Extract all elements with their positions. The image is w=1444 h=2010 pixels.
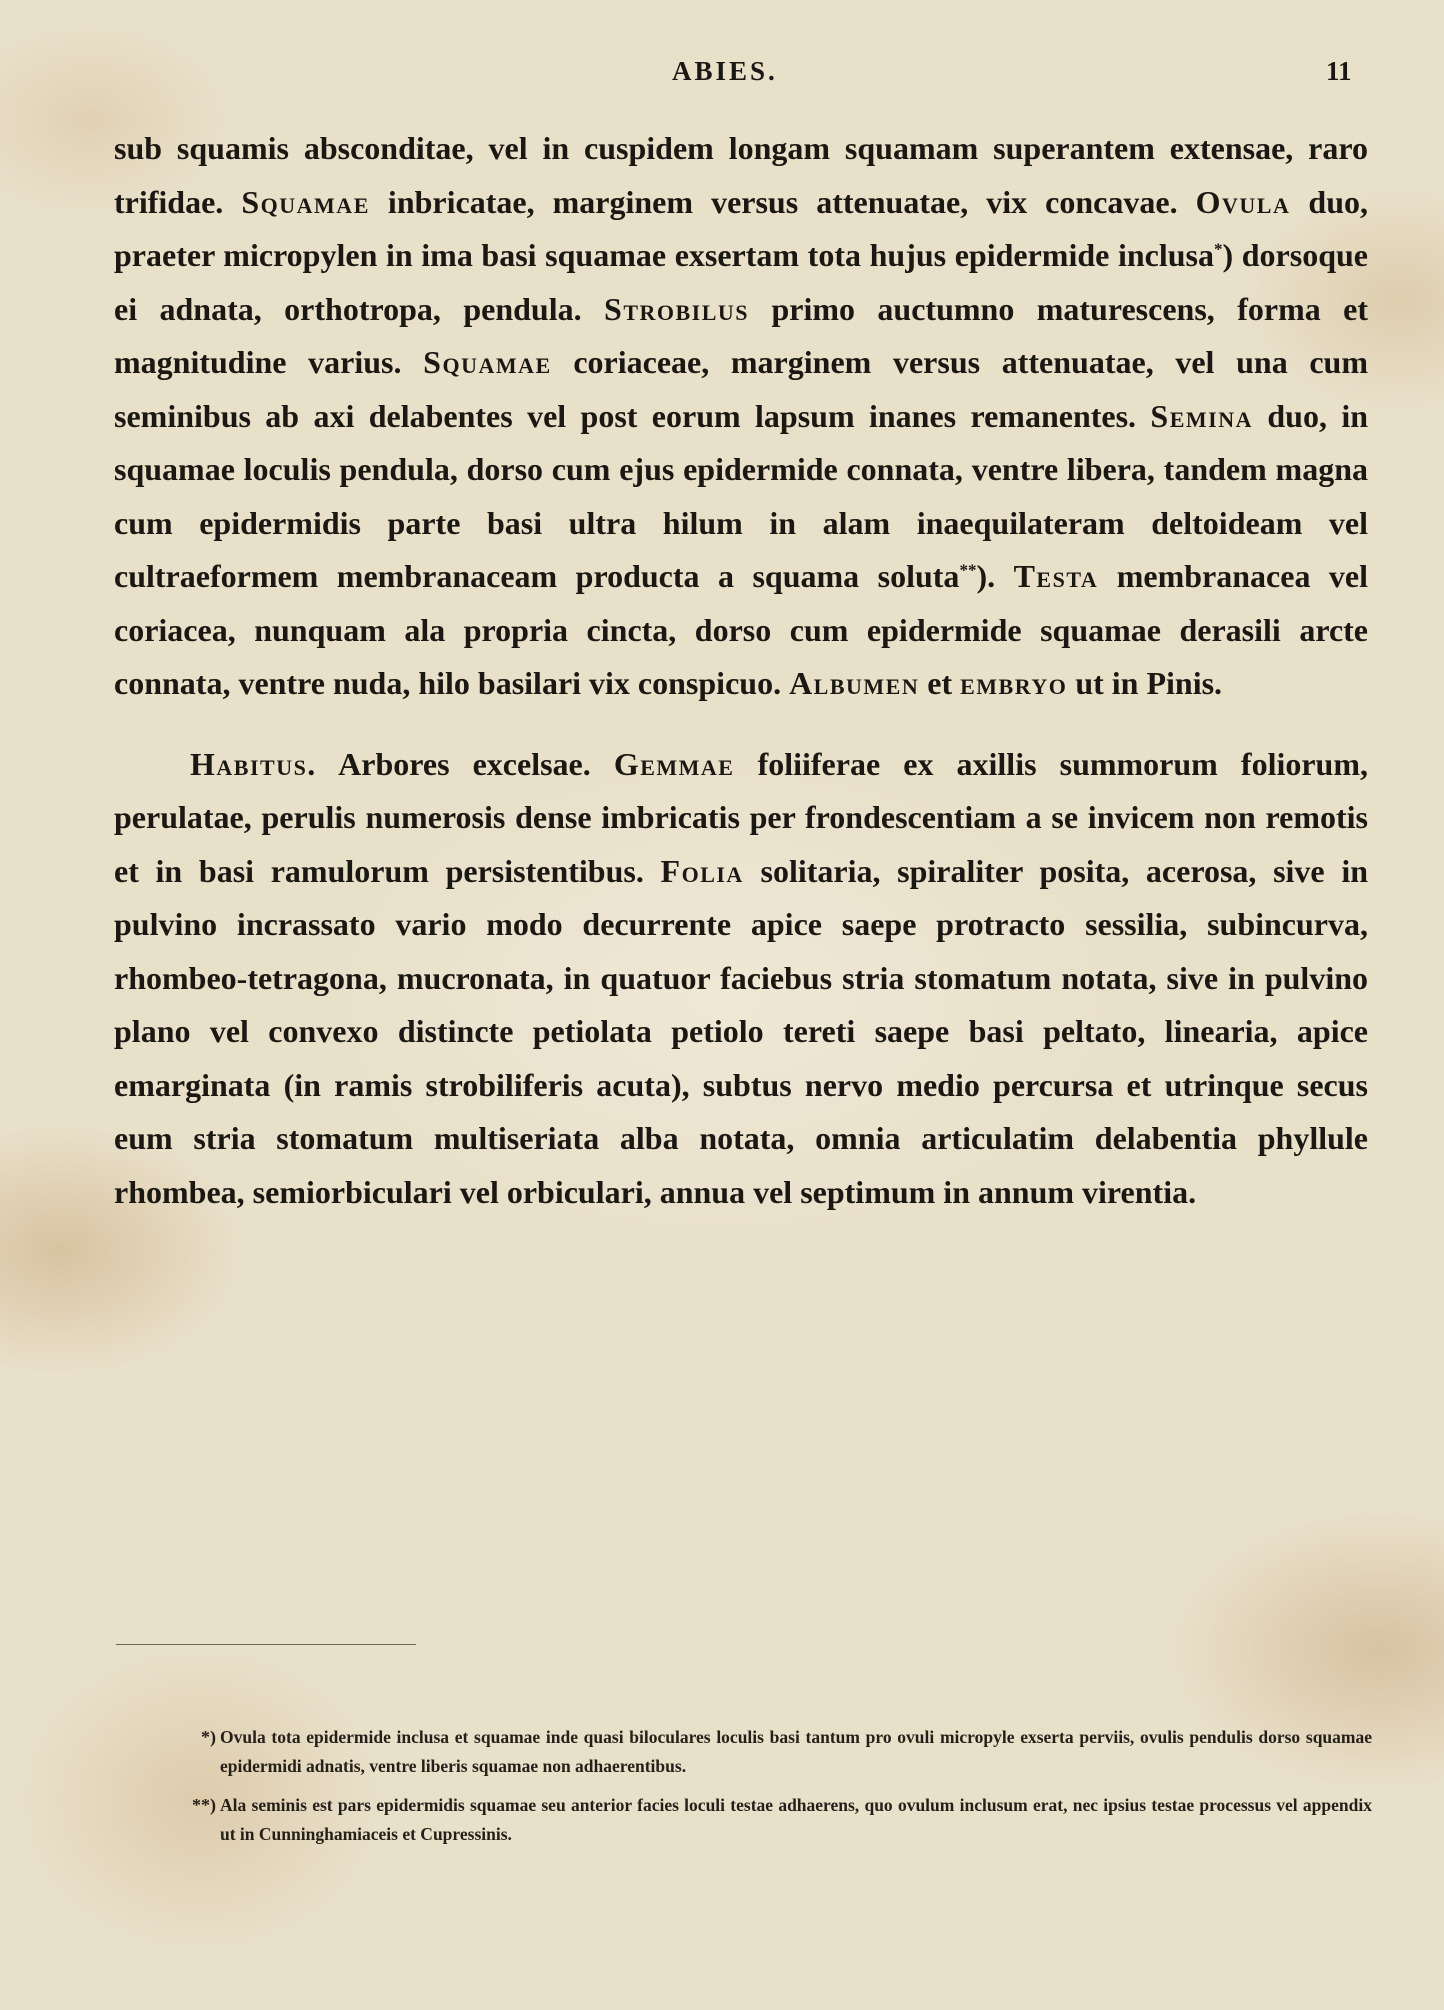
running-title: ABIES. bbox=[672, 56, 778, 86]
keyword-semina: Semina bbox=[1150, 397, 1253, 434]
text-run: inbricatae, marginem versus attenuatae, vix concavae. bbox=[369, 183, 1196, 220]
text-run: duo, praeter micropylen in ima basi squamae exsertam tota hujus epidermide inclusa bbox=[114, 183, 1369, 273]
text-run: foliiferae ex axillis summorum foliorum, perulatae, perulis numerosis dense imbricatis per frondescentiam a se invicem non remotis et in basi ramulorum persistentibus. bbox=[114, 745, 1368, 889]
text-run: membranacea vel coriacea, nunquam ala propria cincta, dorso cum epidermide squamae derasili arcte connata, ventre nuda, hilo basilari vix conspicuo. bbox=[114, 558, 1369, 701]
keyword-folia: Folia bbox=[660, 852, 744, 889]
text-run: solitaria, spiraliter posita, acerosa, sive in pulvino incrassato vario modo decurrente apice saepe protracto sessilia, subincurva, rhombeo-tetragona, mucronata, in quatuor faciebus stria stomatum notata, sive in pulvino plano vel convexo distincte petiolata petiolo tereti saepe basi peltato, linearia, apice emarginata (in ramis strobiliferis acuta), subtus nervo medio percursa et utrinque secus eum stria stomatum multiseriata alba notata, omnia articulatim delabentia phyllule rhombea, semiorbiculari vel orbiculari, annua vel septimum in annum virentia. bbox=[114, 852, 1369, 1210]
text-run: ). bbox=[976, 558, 1014, 594]
paragraph-genus-description bbox=[114, 122, 1368, 711]
keyword-strobilus: Strobilus bbox=[604, 290, 750, 327]
text-run: Arbores excelsae. bbox=[316, 745, 614, 782]
keyword-squamae: Squamae bbox=[241, 183, 370, 220]
footnote-mark: **) bbox=[192, 1795, 216, 1815]
paragraph-habitus bbox=[114, 738, 1368, 1220]
main-text bbox=[114, 122, 1368, 1219]
footnote-rule bbox=[116, 1644, 416, 1645]
keyword-testa: Testa bbox=[1013, 558, 1099, 594]
footnote-text: Ovula tota epidermide inclusa et squamae inde quasi biloculares loculis basi tantum pro ovuli micropyle exserta perviis, ovulis pendulis dorso squamae epidermidi adnatis, ventre liberis squamae non adhaerentibus. bbox=[220, 1727, 1372, 1776]
footnote-ref-1: * bbox=[1213, 239, 1223, 259]
text-run: coriaceae, marginem versus attenuatae, vel una cum seminibus ab axi delabentes vel post eorum lapsum inanes remanentes. bbox=[114, 344, 1369, 434]
text-run: duo, in squamae loculis pendula, dorso cum ejus epidermide connata, ventre libera, tandem magna cum epidermidis parte basi ultra hilum in alam inaequilateram deltoideam vel cultraeformem membranaceam producta a squama soluta bbox=[114, 397, 1369, 594]
footnote-mark: *) bbox=[201, 1727, 216, 1747]
footnote-text: Ala seminis est pars epidermidis squamae seu anterior facies loculi testae adhaerens, quo ovulum inclusum erat, nec ipsius testae processus vel appendix ut in Cunninghamiaceis et Cupressinis. bbox=[220, 1795, 1372, 1844]
text-run: et bbox=[919, 665, 961, 701]
text-run: ) dorsoque ei adnata, orthotropa, pendula. bbox=[114, 237, 1368, 327]
keyword-embryo: embryo bbox=[960, 665, 1068, 701]
footnote-1 bbox=[168, 1723, 1372, 1781]
text-run: primo auctumno maturescens, forma et magnitudine varius. bbox=[114, 290, 1369, 380]
running-head bbox=[0, 52, 1444, 92]
keyword-ovula: Ovula bbox=[1195, 183, 1291, 220]
footnote-ref-2: ** bbox=[959, 560, 977, 580]
keyword-albumen: Albumen bbox=[789, 665, 920, 701]
footnotes bbox=[168, 1723, 1372, 1859]
text-run: ut in Pinis. bbox=[1067, 665, 1223, 701]
text-run: sub squamis absconditae, vel in cuspidem longam squamam superantem extensae, raro trifidae. bbox=[114, 130, 1368, 220]
keyword-habitus: Habitus. bbox=[190, 745, 317, 782]
footnote-2 bbox=[168, 1791, 1372, 1849]
keyword-gemmae: Gemmae bbox=[613, 745, 735, 782]
page-number: 11 bbox=[1326, 56, 1352, 86]
keyword-squamae: Squamae bbox=[423, 344, 552, 380]
